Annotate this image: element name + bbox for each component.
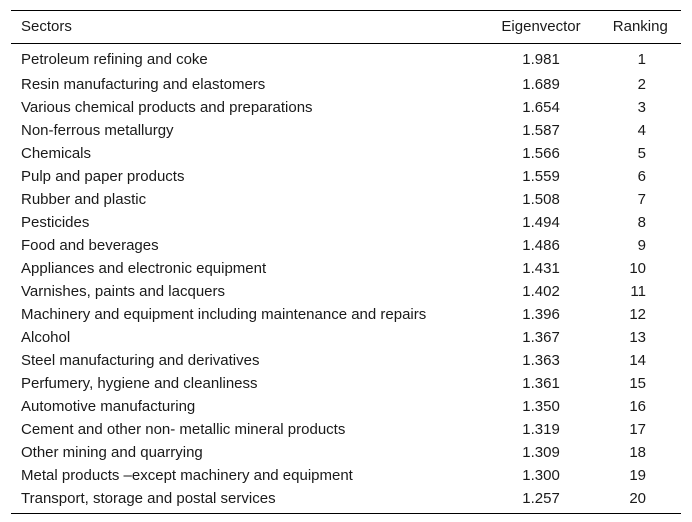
table-row <box>11 303 681 326</box>
table-row <box>11 44 681 74</box>
sector-ranking-table <box>11 10 681 514</box>
sector-cell: Cement and other non- metallic mineral products <box>21 420 346 438</box>
table-row <box>11 73 681 96</box>
table-row <box>11 395 681 418</box>
table-row <box>11 349 681 372</box>
table-row <box>11 165 681 188</box>
table-row <box>11 188 681 211</box>
ranking-cell: 7 <box>637 190 646 208</box>
table-header <box>11 11 681 44</box>
eigenvector-cell: 1.981 <box>522 51 560 68</box>
sector-cell: Varnishes, paints and lacquers <box>21 282 226 300</box>
eigenvector-cell: 1.309 <box>522 443 560 461</box>
table-row <box>11 441 681 464</box>
eigenvector-cell: 1.350 <box>522 397 560 415</box>
table-row <box>11 464 681 487</box>
sector-cell: Rubber and plastic <box>21 190 147 208</box>
table-row <box>11 280 681 303</box>
eigenvector-cell: 1.402 <box>522 282 560 300</box>
table-body <box>11 44 681 514</box>
eigenvector-cell: 1.431 <box>522 259 560 277</box>
eigenvector-cell: 1.654 <box>522 98 560 116</box>
ranking-cell: 18 <box>629 443 646 461</box>
ranking-cell: 2 <box>637 75 646 93</box>
sector-cell: Automotive manufacturing <box>21 397 196 415</box>
sector-cell: Resin manufacturing and elastomers <box>21 75 266 93</box>
table-row <box>11 326 681 349</box>
eigenvector-cell: 1.559 <box>522 167 560 185</box>
ranking-cell: 16 <box>629 397 646 415</box>
sector-cell: Machinery and equipment including maintenance and repairs <box>21 305 427 323</box>
ranking-cell: 4 <box>637 121 646 139</box>
ranking-cell: 14 <box>629 351 646 369</box>
table-row <box>11 487 681 514</box>
ranking-cell: 10 <box>629 259 646 277</box>
ranking-cell: 1 <box>637 51 646 68</box>
header-ranking: Ranking <box>612 18 668 35</box>
eigenvector-cell: 1.689 <box>522 75 560 93</box>
header-row <box>11 11 681 44</box>
ranking-cell: 5 <box>637 144 646 162</box>
table-row <box>11 234 681 257</box>
eigenvector-cell: 1.486 <box>522 236 560 254</box>
sector-cell: Perfumery, hygiene and cleanliness <box>21 374 258 392</box>
table-row <box>11 211 681 234</box>
eigenvector-cell: 1.363 <box>522 351 560 369</box>
table-row <box>11 119 681 142</box>
eigenvector-cell: 1.396 <box>522 305 560 323</box>
ranking-cell: 8 <box>637 213 646 231</box>
sector-cell: Alcohol <box>21 328 71 346</box>
sector-ranking-table-container <box>11 10 681 514</box>
eigenvector-cell: 1.257 <box>522 490 560 507</box>
sector-cell: Petroleum refining and coke <box>21 51 208 68</box>
ranking-cell: 15 <box>629 374 646 392</box>
table-row <box>11 96 681 119</box>
eigenvector-cell: 1.566 <box>522 144 560 162</box>
eigenvector-cell: 1.508 <box>522 190 560 208</box>
ranking-cell: 9 <box>637 236 646 254</box>
ranking-cell: 6 <box>637 167 646 185</box>
sector-cell: Chemicals <box>21 144 92 162</box>
sector-cell: Various chemical products and preparations <box>21 98 313 116</box>
ranking-cell: 3 <box>637 98 646 116</box>
sector-cell: Steel manufacturing and derivatives <box>21 351 260 369</box>
eigenvector-cell: 1.319 <box>522 420 560 438</box>
eigenvector-cell: 1.367 <box>522 328 560 346</box>
eigenvector-cell: 1.494 <box>522 213 560 231</box>
header-eigenvector: Eigenvector <box>501 18 581 35</box>
table-row <box>11 372 681 395</box>
ranking-cell: 19 <box>629 466 646 484</box>
sector-cell: Metal products –except machinery and equipment <box>21 466 353 484</box>
sector-cell: Food and beverages <box>21 236 159 254</box>
header-sectors: Sectors <box>21 18 72 35</box>
sector-cell: Transport, storage and postal services <box>21 490 276 507</box>
ranking-cell: 20 <box>629 490 646 507</box>
ranking-cell: 12 <box>629 305 646 323</box>
ranking-cell: 11 <box>630 282 646 300</box>
table-row <box>11 257 681 280</box>
sector-cell: Non-ferrous metallurgy <box>21 121 174 139</box>
eigenvector-cell: 1.300 <box>522 466 560 484</box>
eigenvector-cell: 1.361 <box>522 374 560 392</box>
sector-cell: Pesticides <box>21 213 90 231</box>
eigenvector-cell: 1.587 <box>522 121 560 139</box>
ranking-cell: 17 <box>629 420 646 438</box>
sector-cell: Appliances and electronic equipment <box>21 259 267 277</box>
table-row <box>11 142 681 165</box>
sector-cell: Pulp and paper products <box>21 167 185 185</box>
ranking-cell: 13 <box>629 328 646 346</box>
table-row <box>11 418 681 441</box>
sector-cell: Other mining and quarrying <box>21 443 203 461</box>
